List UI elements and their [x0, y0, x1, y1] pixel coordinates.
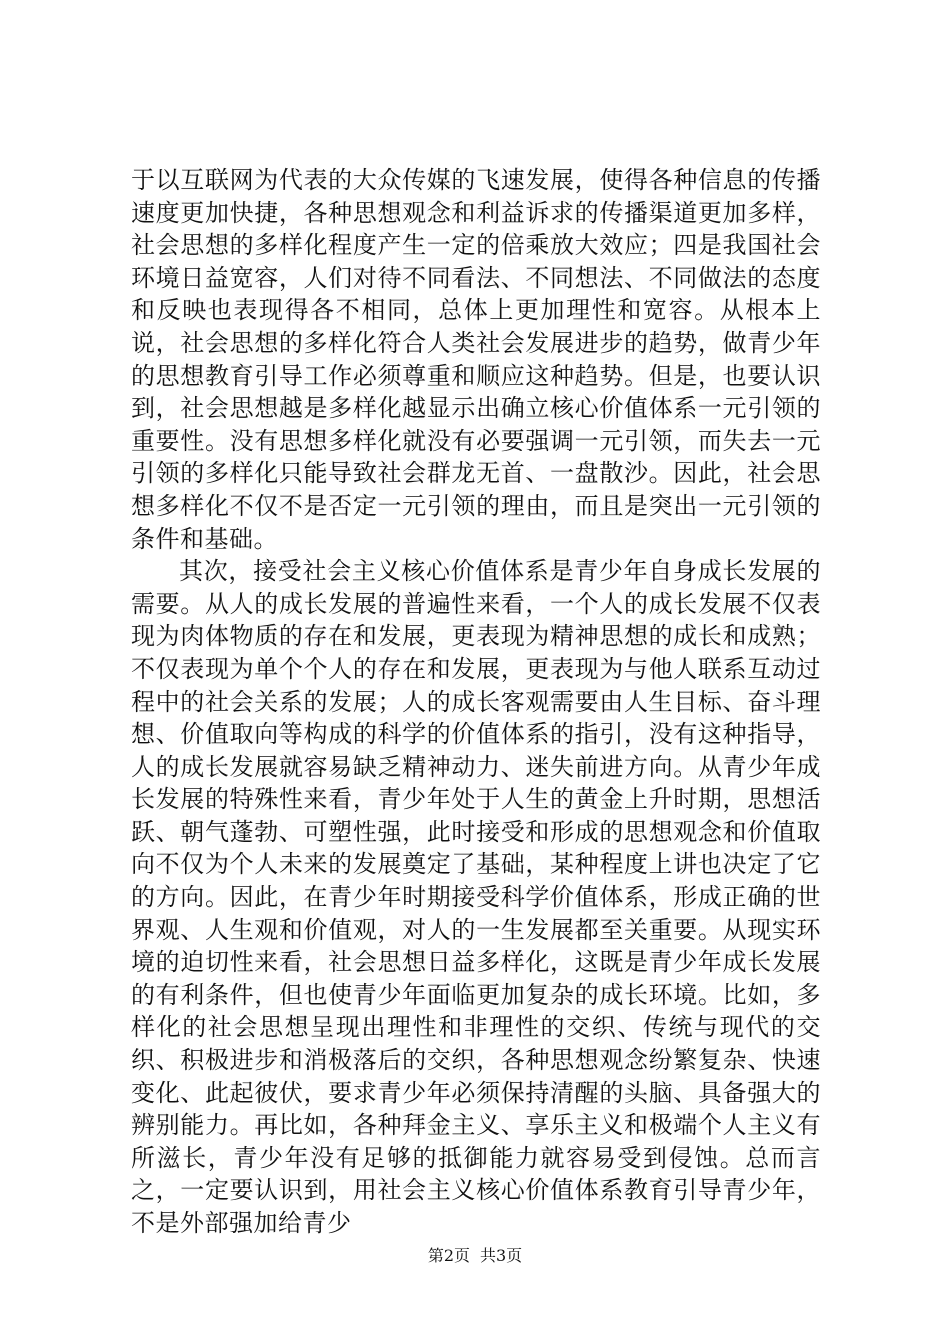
paragraph-2: 其次，接受社会主义核心价值体系是青少年自身成长发展的需要。从人的成长发展的普遍性来看，一个人的成长发展不仅表现为肉体物质的存在和发展，更表现为精神思想的成长和成熟；不仅表现为单个个人的存在和发展，更表现为与他人联系互动过程中的社会关系的发展；人的成长客观需要由人生目标、奋斗理想、价值取向等构成的科学的价值体系的指引，没有这种指导，人的成长发展就容易缺乏精神动力、迷失前进方向。从青少年成长发展的特殊性来看，青少年处于人生的黄金上升时期，思想活跃、朝气蓬勃、可塑性强，此时接受和形成的思想观念和价值取向不仅为个人未来的发展奠定了基础，某种程度上讲也决定了它的方向。因此，在青少年时期接受科学价值体系，形成正确的世界观、人生观和价值观，对人的一生发展都至关重要。从现实环境的迫切性来看，社会思想日益多样化，这既是青少年成长发展的有利条件，但也使青少年面临更加复杂的成长环境。比如，多样化的社会思想呈现出理性和非理性的交织、传统与现代的交织、积极进步和消极落后的交织，各种思想观念纷繁复杂、快速变化、此起彼伏，要求青少年必须保持清醒的头脑、具备强大的辨别能力。再比如，各种拜金主义、享乐主义和极端个人主义有所滋长，青少年没有足够的抵御能力就容易受到侵蚀。总而言之，一定要认识到，用社会主义核心价值体系教育引导青少年，不是外部强加给青少	[131, 557, 821, 1237]
page-footer	[0, 1246, 950, 1266]
page-total: 共3页	[480, 1246, 523, 1265]
document-body	[131, 164, 821, 1240]
page-number: 第2页	[427, 1246, 470, 1265]
paragraph-1: 于以互联网为代表的大众传媒的飞速发展，使得各种信息的传播速度更加快捷，各种思想观念和利益诉求的传播渠道更加多样，社会思想的多样化程度产生一定的倍乘放大效应；四是我国社会环境日益宽容，人们对待不同看法、不同想法、不同做法的态度和反映也表现得各不相同，总体上更加理性和宽容。从根本上说，社会思想的多样化符合人类社会发展进步的趋势，做青少年的思想教育引导工作必须尊重和顺应这种趋势。但是，也要认识到，社会思想越是多样化越显示出确立核心价值体系一元引领的重要性。没有思想多样化就没有必要强调一元引领，而失去一元引领的多样化只能导致社会群龙无首、一盘散沙。因此，社会思想多样化不仅不是否定一元引领的理由，而且是突出一元引领的条件和基础。	[131, 166, 821, 553]
